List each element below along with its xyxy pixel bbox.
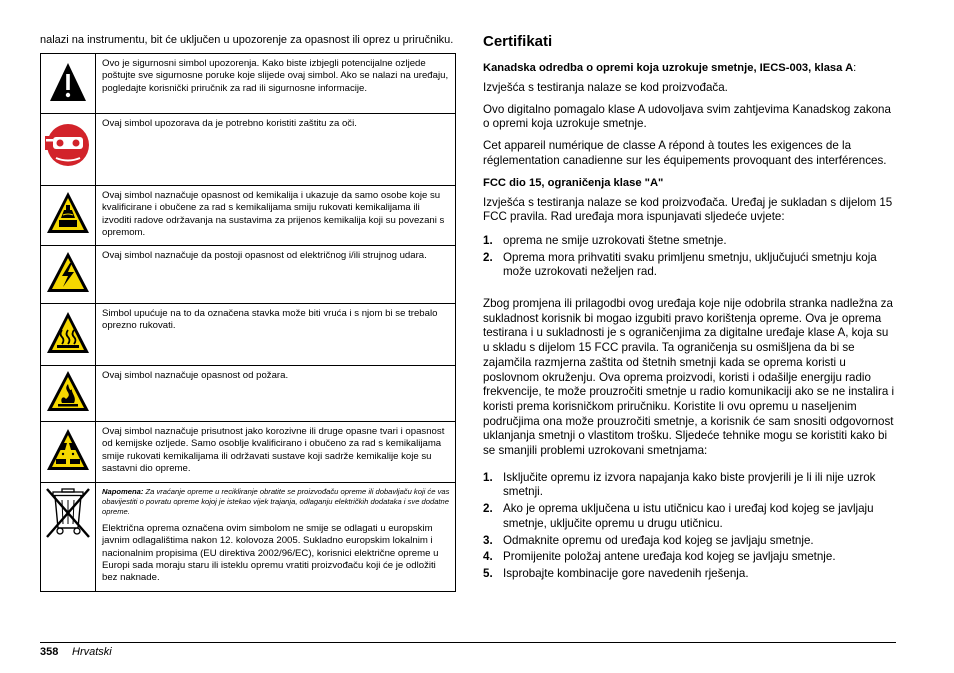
steps-list	[483, 471, 895, 582]
weee-description: Električna oprema označena ovim simbolom ne smije se odlagati u europskim javnim odlagalištima nakon 12. kolovoza 2005. Sukladno europskim lokalnim i nacionalnim propisima (EU direktiva 2002/96/EC), korisnici električne opreme u Europi sada moraju staru ili isteklu opremu vratiti proizvođaču koji će je odložiti bez naknade.	[102, 523, 439, 584]
list-item: 3. Odmaknite opremu od uređaja kod kojeg se javljaju smetnje.	[483, 533, 814, 547]
symbol-description: Ovo je sigurnosni simbol upozorenja. Kako biste izbjegli potencijalne ozljede poštujte sve sigurnosne poruke koje slijede ovaj simbol. Ako se nalazi na uređaju, pogledajte korisnički priručnik za rad ili sigurnosne informacije.	[96, 54, 456, 114]
canada-heading: Kanadska odredba o opremi koja uzrokuje smetnje, IECS-003, klasa A:	[483, 62, 857, 74]
weee-crossed-bin-icon	[41, 483, 95, 592]
icon-cell	[41, 483, 96, 592]
list-item: 2. Oprema mora prihvatiti svaku primljenu smetnju, uključujući smetnju koja može uzrokovati neželjen rad.	[483, 250, 877, 279]
weee-cell	[96, 483, 456, 592]
table-row	[41, 186, 456, 246]
note-text: Za vraćanje opreme u recikliranje obratite se proizvođaču opreme ili dobavljaču koji će vas obavijestiti o povratu opreme kojoj je istekao vijek trajanja, odlaganju električkih dodataka i sve dodatne opreme.	[102, 487, 450, 516]
electrical-hazard-icon	[41, 246, 95, 304]
list-item: 5. Isprobajte kombinacije gore navedenih rješenja.	[483, 566, 749, 580]
paragraph: Zbog promjena ili prilagodbi ovog uređaja koje nije odobrila stranka nadležna za sukladnost korisnik bi mogao izgubiti pravo korištenja opreme. Ova je oprema testirana i u sukladnosti je s ograničenjima za digitalne uređaje klase A, koja su u skladu s dijelom 15 FCC pravila. Ta ograničenja su osmišljena da bi se zajamčila razmjerna zaštita od štetnih smetnji kada se oprema koristi u poslovnom okruženju. Ova oprema proizvodi, koristi i odašilje energiju radio frekvencije, te može prouzročiti smetnje u radio komunikaciji ako se ne instalira i koristi prema korisničkom priručniku. Koristite li ovu opremu u naseljenim područjima ona može prouzročiti smetnje, a korisnik će sam snositi odgovornost uklanjanja smetnji o vlastitom trošku. Sljedeće tehnike mogu se koristiti kako bi se smanjili problemi uzrokovani smetnjama:	[483, 297, 895, 458]
symbol-description: Ovaj simbol naznačuje da postoji opasnost od električnog i/ili strujnog udara.	[96, 246, 456, 304]
paragraph: Ovo digitalno pomagalo klase A udovoljava svim zahtjevima Kanadskog zakona o opremi koja uzrokuje smetnje.	[483, 102, 891, 131]
left-column	[40, 33, 458, 592]
symbol-description: Ovaj simbol naznačuje opasnost od požara.	[96, 366, 456, 422]
fcc-heading: FCC dio 15, ograničenja klase "A"	[483, 176, 664, 189]
section-heading: Certifikati	[483, 33, 553, 50]
right-column	[483, 33, 895, 584]
page-number: 358	[40, 646, 59, 658]
list-item: 1. oprema ne smije uzrokovati štetne smetnje.	[483, 233, 727, 247]
page-footer	[40, 642, 896, 658]
conditions-list	[483, 234, 895, 280]
icon-cell	[41, 54, 96, 114]
list-item: 4. Promijenite položaj antene uređaja kod kojeg se javljaju smetnje.	[483, 550, 836, 564]
symbol-description: Ovaj simbol naznačuje opasnost od kemikalija i ukazuje da samo osobe koje su kvalificirane i obučene za rad s kemikalijama smiju rukovati kemikalijama ili izvoditi radove održavanja na sustavima za prijenos kemikalija koji su povezani s opremom.	[96, 186, 456, 246]
safety-symbols-table	[40, 53, 456, 592]
intro-text: nalazi na instrumentu, bit će uključen u upozorenje za opasnost ili oprez u priručniku.	[40, 34, 454, 46]
hot-surface-icon	[41, 304, 95, 366]
warning-triangle-icon	[41, 54, 95, 114]
table-row	[41, 304, 456, 366]
table-row	[41, 483, 456, 592]
fire-hazard-icon	[41, 366, 95, 422]
table-row	[41, 114, 456, 186]
paragraph: Cet appareil numérique de classe A répond à toutes les exigences de la réglementation canadienne sur les équipements provoquant des interférences.	[483, 139, 887, 167]
paragraph: Izvješća s testiranja nalaze se kod proizvođača.	[483, 81, 728, 94]
corrosive-icon	[41, 422, 95, 483]
icon-cell	[41, 366, 96, 422]
weee-note	[102, 487, 450, 517]
table-row	[41, 366, 456, 422]
icon-cell	[41, 304, 96, 366]
paragraph: Izvješća s testiranja nalaze se kod proizvođača. Uređaj je sukladan s dijelom 15 FCC pravila. Rad uređaja mora ispunjavati sljedeće uvjete:	[483, 195, 893, 224]
note-label: Napomena:	[102, 487, 144, 496]
list-item: 2. Ako je oprema uključena u istu utičnicu kao i uređaj kod kojeg se javljaju smetnje, uključite opremu u drugu utičnicu.	[483, 502, 874, 530]
symbol-description: Ovaj simbol naznačuje prisutnost jako korozivne ili druge opasne tvari i opasnost od kemijske ozljede. Samo osoblje kvalificirano i obučeno za rad s kemikalijama smije rukovati kemikalijama ili održavati sustave koji sadrže kemikalije koje su sastavni dio opreme.	[96, 422, 456, 483]
list-item: 1. Isključite opremu iz izvora napajanja kako biste provjerili je li ili nije uzrok smetnji.	[483, 470, 876, 499]
symbol-description: Ovaj simbol upozorava da je potrebno koristiti zaštitu za oči.	[96, 114, 456, 186]
icon-cell	[41, 114, 96, 186]
table-row	[41, 246, 456, 304]
chemical-hazard-icon	[41, 186, 95, 246]
symbol-description: Simbol upućuje na to da označena stavka može biti vruća i s njom bi se trebalo oprezno rukovati.	[96, 304, 456, 366]
eye-protection-icon	[41, 114, 95, 186]
table-row	[41, 422, 456, 483]
table-row	[41, 54, 456, 114]
footer-language: Hrvatski	[72, 646, 112, 658]
icon-cell	[41, 186, 96, 246]
icon-cell	[41, 422, 96, 483]
icon-cell	[41, 246, 96, 304]
